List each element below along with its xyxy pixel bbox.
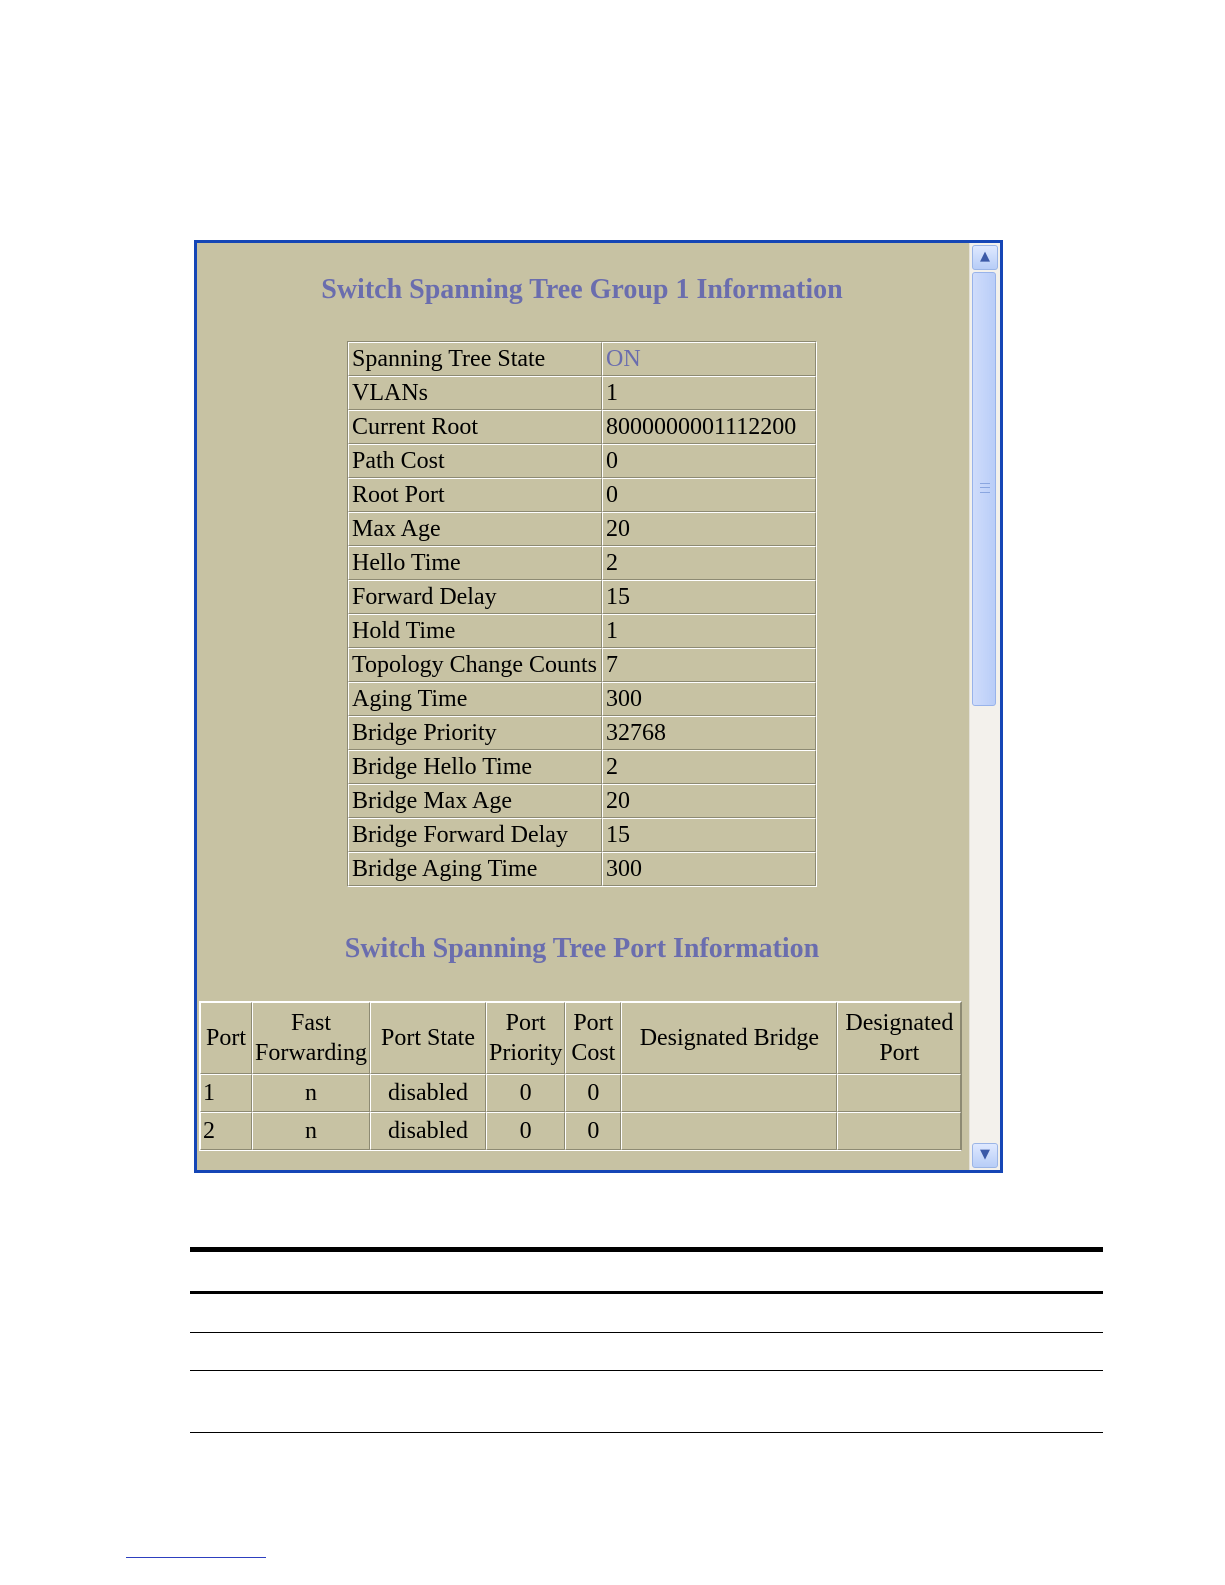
info-value: ON xyxy=(602,342,816,376)
cell-port-state: disabled xyxy=(370,1074,486,1112)
info-value: 1 xyxy=(602,376,816,410)
info-label: Current Root xyxy=(348,410,602,444)
info-label: Aging Time xyxy=(348,682,602,716)
info-label: Topology Change Counts xyxy=(348,648,602,682)
info-value: 1 xyxy=(602,614,816,648)
info-value: 2 xyxy=(602,750,816,784)
info-row xyxy=(348,478,816,512)
cell-port: 1 xyxy=(200,1074,252,1112)
scroll-up-icon[interactable]: ▲ xyxy=(972,245,998,270)
info-row xyxy=(348,342,816,376)
info-value: 2 xyxy=(602,546,816,580)
info-label: Bridge Forward Delay xyxy=(348,818,602,852)
col-port-priority: Port Priority xyxy=(486,1002,565,1074)
table-row xyxy=(200,1074,961,1112)
info-value: 0 xyxy=(602,478,816,512)
info-value: 0 xyxy=(602,444,816,478)
info-label: Root Port xyxy=(348,478,602,512)
cell-port-state: disabled xyxy=(370,1112,486,1150)
port-table-header xyxy=(200,1002,961,1074)
col-port-state: Port State xyxy=(370,1002,486,1074)
scroll-thumb[interactable] xyxy=(972,272,996,706)
info-row xyxy=(348,648,816,682)
col-port-cost: Port Cost xyxy=(565,1002,621,1074)
col-port: Port xyxy=(200,1002,252,1074)
vertical-scrollbar[interactable] xyxy=(969,243,1000,1170)
info-row xyxy=(348,580,816,614)
cell-port-priority: 0 xyxy=(486,1074,565,1112)
info-value: 7 xyxy=(602,648,816,682)
cell-port-cost: 0 xyxy=(565,1074,621,1112)
cell-port-priority: 0 xyxy=(486,1112,565,1150)
grip-icon xyxy=(980,483,990,493)
table-row xyxy=(200,1112,961,1150)
info-row xyxy=(348,716,816,750)
info-row xyxy=(348,750,816,784)
divider-thick xyxy=(190,1247,1103,1252)
info-row xyxy=(348,818,816,852)
info-label: Bridge Priority xyxy=(348,716,602,750)
cell-fast-forwarding: n xyxy=(252,1074,370,1112)
info-label: Hello Time xyxy=(348,546,602,580)
stp-info-table xyxy=(347,341,817,887)
info-value: 15 xyxy=(602,818,816,852)
info-row xyxy=(348,410,816,444)
info-value: 20 xyxy=(602,784,816,818)
cell-port-cost: 0 xyxy=(565,1112,621,1150)
divider-thin xyxy=(190,1432,1103,1433)
info-row xyxy=(348,852,816,886)
footer-link-underline[interactable] xyxy=(126,1557,266,1558)
info-value: 8000000001112200 xyxy=(602,410,816,444)
info-row xyxy=(348,512,816,546)
info-row xyxy=(348,784,816,818)
divider-medium xyxy=(190,1291,1103,1294)
info-label: VLANs xyxy=(348,376,602,410)
scroll-down-icon[interactable]: ▼ xyxy=(972,1143,998,1168)
info-row xyxy=(348,614,816,648)
col-fast-forwarding: Fast Forwarding xyxy=(252,1002,370,1074)
divider-thin xyxy=(190,1332,1103,1333)
info-label: Path Cost xyxy=(348,444,602,478)
info-label: Max Age xyxy=(348,512,602,546)
port-info-title: Switch Spanning Tree Port Information xyxy=(344,933,820,964)
info-row xyxy=(348,682,816,716)
browser-frame xyxy=(194,240,1003,1173)
info-label: Forward Delay xyxy=(348,580,602,614)
cell-designated-bridge xyxy=(621,1112,837,1150)
port-info-table xyxy=(199,1001,962,1151)
cell-fast-forwarding: n xyxy=(252,1112,370,1150)
info-value: 20 xyxy=(602,512,816,546)
cell-designated-bridge xyxy=(621,1074,837,1112)
page-viewport xyxy=(197,243,970,1170)
info-value: 300 xyxy=(602,852,816,886)
info-value: 32768 xyxy=(602,716,816,750)
divider-thin xyxy=(190,1370,1103,1371)
info-label: Bridge Max Age xyxy=(348,784,602,818)
info-row xyxy=(348,546,816,580)
info-label: Bridge Aging Time xyxy=(348,852,602,886)
info-label: Spanning Tree State xyxy=(348,342,602,376)
info-label: Hold Time xyxy=(348,614,602,648)
info-value: 300 xyxy=(602,682,816,716)
info-row xyxy=(348,376,816,410)
cell-designated-port xyxy=(837,1074,961,1112)
cell-port: 2 xyxy=(200,1112,252,1150)
info-value: 15 xyxy=(602,580,816,614)
info-row xyxy=(348,444,816,478)
col-designated-bridge: Designated Bridge xyxy=(621,1002,837,1074)
cell-designated-port xyxy=(837,1112,961,1150)
info-label: Bridge Hello Time xyxy=(348,750,602,784)
group-info-title: Switch Spanning Tree Group 1 Information xyxy=(321,274,843,305)
col-designated-port: Designated Port xyxy=(837,1002,961,1074)
